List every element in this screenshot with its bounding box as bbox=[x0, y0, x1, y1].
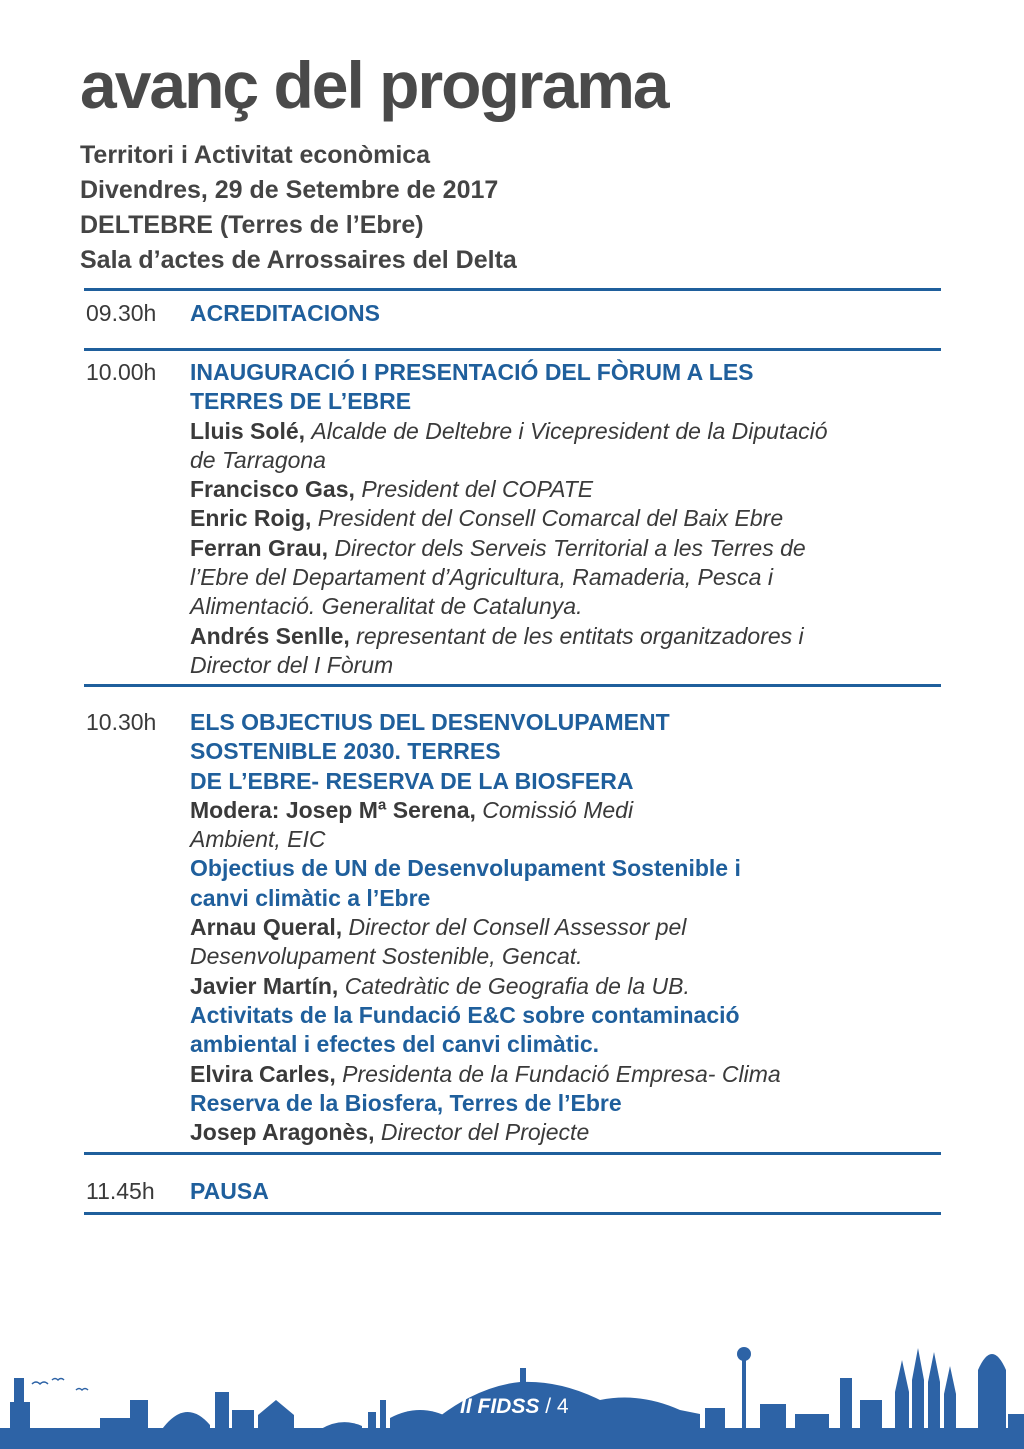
moderator-role: Ambient, EIC bbox=[190, 826, 326, 853]
session-title: DE L’EBRE- RESERVA DE LA BIOSFERA bbox=[190, 767, 634, 794]
page-title: avanç del programa bbox=[80, 48, 668, 122]
speaker-role: Director del I Fòrum bbox=[190, 651, 394, 678]
session-title: TERRES DE L’EBRE bbox=[190, 388, 412, 415]
speaker-role: Catedràtic de Geografia de la UB. bbox=[344, 972, 690, 999]
speaker-role: Alimentació. Generalitat de Catalunya. bbox=[190, 593, 583, 620]
speaker-role: Alcalde de Deltebre i Vicepresident de la Diputació bbox=[311, 417, 828, 444]
divider bbox=[84, 288, 941, 291]
divider bbox=[84, 684, 941, 687]
speaker-role: representant de les entitats organitzadores i bbox=[356, 622, 804, 649]
schedule-time: 11.45h bbox=[86, 1178, 155, 1204]
speaker-name: Arnau Queral, bbox=[190, 914, 343, 941]
speaker-role: Presidenta de la Fundació Empresa- Clima bbox=[342, 1060, 781, 1087]
speaker-name: Elvira Carles, bbox=[190, 1060, 336, 1087]
page-footer bbox=[460, 1396, 569, 1417]
speaker-role: President del COPATE bbox=[361, 476, 594, 503]
speaker-line bbox=[190, 1060, 940, 1089]
speaker-role: Director del Projecte bbox=[380, 1119, 590, 1146]
speaker-line: Lluis Solé, Alcalde de Deltebre i Vicepresident de la Diputació bbox=[190, 417, 828, 444]
speaker-role: Desenvolupament Sostenible, Gencat. bbox=[190, 943, 583, 970]
speaker-name: Josep Aragonès bbox=[190, 1119, 369, 1146]
speaker-name: Lluis Solé bbox=[190, 417, 299, 444]
page-number: 4 bbox=[556, 1395, 569, 1418]
session-title: PAUSA bbox=[190, 1178, 269, 1204]
session-title: INAUGURACIÓ I PRESENTACIÓ DEL FÒRUM A LES bbox=[190, 359, 754, 385]
footer-separator: / bbox=[539, 1395, 557, 1418]
event-theme: Territori i Activitat econòmica bbox=[80, 141, 431, 169]
moderator-name: Modera: Josep Mª Serena, bbox=[190, 796, 476, 823]
speaker-name: Enric Roig, bbox=[190, 505, 312, 532]
speaker-line bbox=[190, 913, 940, 942]
subsession-title: Objectius de UN de Desenvolupament Sostenible i bbox=[190, 855, 741, 882]
subsession-title: ambiental i efectes del canvi climàtic. bbox=[190, 1031, 600, 1058]
speaker-line bbox=[190, 534, 940, 563]
speaker-name: Javier Martín bbox=[190, 972, 332, 999]
schedule-time: 09.30h bbox=[86, 300, 157, 326]
divider bbox=[84, 1212, 941, 1215]
subsession-title: canvi climàtic a l’Ebre bbox=[190, 884, 431, 911]
divider bbox=[84, 1152, 941, 1155]
speaker-role: de Tarragona bbox=[190, 446, 326, 473]
schedule-time: 10.30h bbox=[86, 709, 157, 735]
schedule-time: 10.00h bbox=[86, 359, 157, 385]
speaker-role: President del Consell Comarcal del Baix Ebre bbox=[317, 505, 784, 532]
schedule-item-pausa bbox=[190, 1177, 940, 1206]
speaker-line bbox=[190, 504, 940, 533]
subsession-title: Reserva de la Biosfera, Terres de l’Ebre bbox=[190, 1089, 622, 1116]
divider bbox=[84, 348, 941, 351]
speaker-role: Director dels Serveis Territorial a les Terres de bbox=[334, 534, 806, 561]
event-date: Divendres, 29 de Setembre de 2017 bbox=[80, 176, 499, 204]
subsession-title: Activitats de la Fundació E&C sobre contaminació bbox=[190, 1001, 740, 1028]
speaker-line: Andrés Senlle, representant de les entitats organitzadores i bbox=[190, 622, 804, 649]
city-skyline-illustration bbox=[0, 1330, 1024, 1449]
schedule-item-objectius bbox=[190, 708, 940, 1147]
speaker-name: Francisco Gas, bbox=[190, 476, 355, 503]
session-title: SOSTENIBLE 2030. TERRES bbox=[190, 738, 501, 765]
session-title: ACREDITACIONS bbox=[190, 300, 380, 326]
speaker-name: Ferran Grau, bbox=[190, 534, 329, 561]
speaker-line bbox=[190, 475, 940, 504]
footer-label: II FIDSS bbox=[460, 1395, 540, 1418]
schedule-item-inauguracio bbox=[190, 358, 940, 680]
moderator-line bbox=[190, 796, 940, 825]
speaker-line: Javier Martín, Catedràtic de Geografia de la UB. bbox=[190, 972, 690, 999]
event-venue: Sala d’actes de Arrossaires del Delta bbox=[80, 246, 517, 274]
speaker-role: l’Ebre del Departament d’Agricultura, Ramaderia, Pesca i bbox=[190, 564, 773, 591]
speaker-name: Andrés Senlle bbox=[190, 622, 344, 649]
moderator-role: Comissió Medi bbox=[482, 796, 634, 823]
schedule-item-acreditacions bbox=[190, 299, 940, 328]
session-title: ELS OBJECTIUS DEL DESENVOLUPAMENT bbox=[190, 709, 670, 735]
speaker-role: Director del Consell Assessor pel bbox=[348, 914, 687, 941]
event-location: DELTEBRE (Terres de l’Ebre) bbox=[80, 211, 424, 239]
speaker-line: Josep Aragonès, Director del Projecte bbox=[190, 1119, 590, 1146]
